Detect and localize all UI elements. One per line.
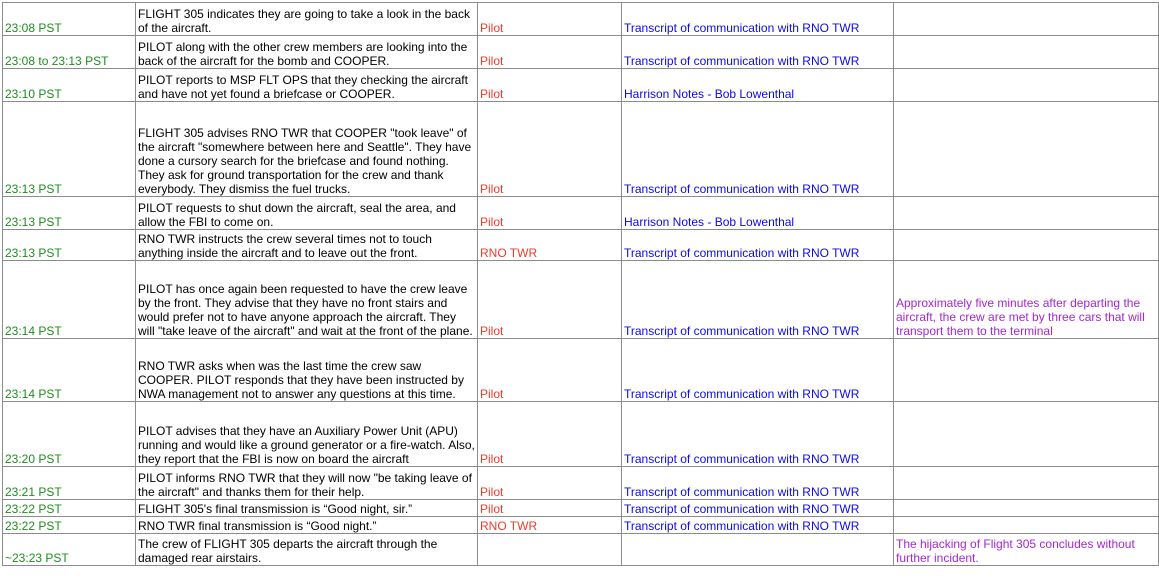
- speaker-cell: Pilot: [478, 339, 622, 402]
- time-cell: 23:13 PST: [3, 230, 136, 261]
- speaker-cell: RNO TWR: [478, 517, 622, 534]
- event-cell: PILOT has once again been requested to have the crew leave by the front. They advise that they have no front stairs and would prefer not to have anyone approach the aircraft. They will "take leave of the aircraft" and wait at the front of the plane.: [136, 261, 478, 339]
- source-cell: Transcript of communication with RNO TWR: [622, 102, 894, 197]
- speaker-cell: RNO TWR: [478, 230, 622, 261]
- note-cell: [894, 467, 1159, 500]
- table-row: [3, 102, 1159, 197]
- event-cell: PILOT informs RNO TWR that they will now "be taking leave of the aircraft" and thanks them for their help.: [136, 467, 478, 500]
- event-cell: RNO TWR final transmission is “Good night.”: [136, 517, 478, 534]
- event-cell: FLIGHT 305 indicates they are going to take a look in the back of the aircraft.: [136, 3, 478, 36]
- table-row: [3, 69, 1159, 102]
- timeline-table: [2, 2, 1159, 566]
- table-row: [3, 230, 1159, 261]
- speaker-cell: Pilot: [478, 69, 622, 102]
- event-cell: The crew of FLIGHT 305 departs the aircraft through the damaged rear airstairs.: [136, 534, 478, 566]
- table-row: [3, 402, 1159, 467]
- event-cell: RNO TWR asks when was the last time the crew saw COOPER. PILOT responds that they have been instructed by NWA management not to answer any questions at this time.: [136, 339, 478, 402]
- source-cell: Harrison Notes - Bob Lowenthal: [622, 69, 894, 102]
- table-row: [3, 467, 1159, 500]
- event-cell: FLIGHT 305's final transmission is “Good night, sir.”: [136, 500, 478, 517]
- time-cell: 23:14 PST: [3, 339, 136, 402]
- note-cell: [894, 197, 1159, 230]
- source-cell: Harrison Notes - Bob Lowenthal: [622, 197, 894, 230]
- speaker-cell: Pilot: [478, 402, 622, 467]
- speaker-cell: Pilot: [478, 102, 622, 197]
- source-cell: Transcript of communication with RNO TWR: [622, 261, 894, 339]
- note-cell: [894, 517, 1159, 534]
- source-cell: [622, 534, 894, 566]
- note-cell: [894, 230, 1159, 261]
- time-cell: 23:21 PST: [3, 467, 136, 500]
- table-row: [3, 3, 1159, 36]
- speaker-cell: [478, 534, 622, 566]
- speaker-cell: Pilot: [478, 3, 622, 36]
- source-cell: Transcript of communication with RNO TWR: [622, 3, 894, 36]
- time-cell: 23:10 PST: [3, 69, 136, 102]
- speaker-cell: Pilot: [478, 197, 622, 230]
- table-row: [3, 261, 1159, 339]
- source-cell: Transcript of communication with RNO TWR: [622, 500, 894, 517]
- time-cell: 23:22 PST: [3, 517, 136, 534]
- table-row: [3, 36, 1159, 69]
- table-row: [3, 197, 1159, 230]
- speaker-cell: Pilot: [478, 467, 622, 500]
- note-cell: [894, 3, 1159, 36]
- time-cell: 23:14 PST: [3, 261, 136, 339]
- time-cell: 23:08 PST: [3, 3, 136, 36]
- table-row: [3, 500, 1159, 517]
- source-cell: Transcript of communication with RNO TWR: [622, 517, 894, 534]
- source-cell: Transcript of communication with RNO TWR: [622, 402, 894, 467]
- source-cell: Transcript of communication with RNO TWR: [622, 339, 894, 402]
- event-cell: PILOT along with the other crew members are looking into the back of the aircraft for the bomb and COOPER.: [136, 36, 478, 69]
- note-cell: Approximately five minutes after departing the aircraft, the crew are met by three cars that will transport them to the terminal: [894, 261, 1159, 339]
- note-cell: [894, 339, 1159, 402]
- note-cell: [894, 102, 1159, 197]
- event-cell: RNO TWR instructs the crew several times not to touch anything inside the aircraft and to leave out the front.: [136, 230, 478, 261]
- source-cell: Transcript of communication with RNO TWR: [622, 467, 894, 500]
- time-cell: 23:13 PST: [3, 102, 136, 197]
- speaker-cell: Pilot: [478, 36, 622, 69]
- time-cell: 23:22 PST: [3, 500, 136, 517]
- time-cell: ~23:23 PST: [3, 534, 136, 566]
- note-cell: [894, 69, 1159, 102]
- event-cell: FLIGHT 305 advises RNO TWR that COOPER "took leave" of the aircraft "somewhere between here and Seattle". They have done a cursory search for the briefcase and found nothing. They ask for ground transportation for the crew and thank everybody. They dismiss the fuel trucks.: [136, 102, 478, 197]
- speaker-cell: Pilot: [478, 500, 622, 517]
- event-cell: PILOT advises that they have an Auxiliary Power Unit (APU) running and would like a ground generator or a fire-watch. Also, they report that the FBI is now on board the aircraft: [136, 402, 478, 467]
- note-cell: The hijacking of Flight 305 concludes without further incident.: [894, 534, 1159, 566]
- time-cell: 23:20 PST: [3, 402, 136, 467]
- source-cell: Transcript of communication with RNO TWR: [622, 36, 894, 69]
- source-cell: Transcript of communication with RNO TWR: [622, 230, 894, 261]
- time-cell: 23:13 PST: [3, 197, 136, 230]
- event-cell: PILOT requests to shut down the aircraft, seal the area, and allow the FBI to come on.: [136, 197, 478, 230]
- note-cell: [894, 500, 1159, 517]
- note-cell: [894, 402, 1159, 467]
- note-cell: [894, 36, 1159, 69]
- time-cell: 23:08 to 23:13 PST: [3, 36, 136, 69]
- table-row: [3, 339, 1159, 402]
- table-row: [3, 534, 1159, 566]
- speaker-cell: Pilot: [478, 261, 622, 339]
- event-cell: PILOT reports to MSP FLT OPS that they checking the aircraft and have not yet found a briefcase or COOPER.: [136, 69, 478, 102]
- table-row: [3, 517, 1159, 534]
